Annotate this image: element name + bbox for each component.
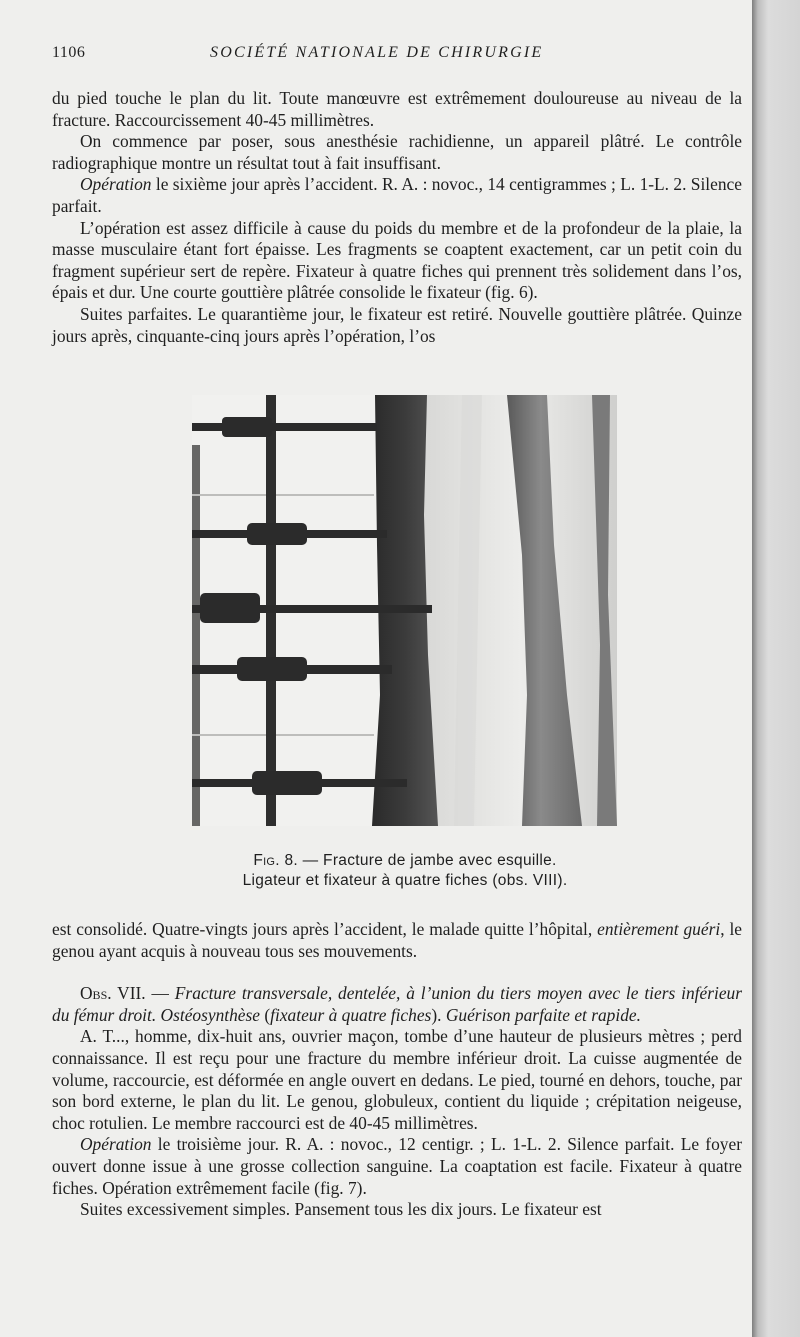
paragraph-text: le sixième jour après l’accident. R. A. : novoc., 14 centigrammes ; L. 1-L. 2. Silence parfait. [52,174,742,216]
paragraph: On commence par poser, sous anesthésie rachidienne, un appareil plâtré. Le contrôle radiographique montre un résultat tout à fait insuffisant. [52,131,742,173]
radiograph-image [192,395,617,826]
paragraph: Suites parfaites. Le quarantième jour, le fixateur est retiré. Nouvelle gouttière plâtrée. Quinze jours après, cinquante-cinq jours après l’opération, l’os [52,303,742,346]
italic-lead: Opération [80,1134,152,1155]
paragraph-text: est consolidé. Quatre-vingts jours après l’accident, le malade quitte l’hôpital, [52,919,598,939]
observation-heading [52,983,742,1026]
bottom-text-block [52,919,742,1221]
paragraph: A. T..., homme, dix-huit ans, ouvrier maçon, tombe d’une hauteur de plusieurs mètres ; perd connaissance. Il est reçu pour une fracture du membre inférieur droit. La cuisse augmentée de volume, raccourcie, est déformée en angle ouvert en dedans. Le pied, tourné en dehors, touche, par son bord externe, le plan du lit. Le genou, globuleux, contient du liquide ; crépitation neigeuse, choc rotulien. Le membre raccourci est de 40-45 millimètres. [52,1026,742,1133]
top-text-block [52,88,742,347]
paren-close: ). [431,1004,446,1025]
italic-phrase: entièrement guéri [597,919,721,939]
paragraph-text: , le genou ayant acquis à nouveau tous ses mouvements. [52,919,743,961]
paragraph: L’opération est assez difficile à cause du poids du membre et de la profondeur de la plaie, la masse musculaire étant fort épaisse. Les fragments se coaptent exactement, car un petit coin du fragment supérieur sert de repère. Fixateur à quatre fiches qui prennent très solidement dans l’os, épais et dur. Une courte gouttière plâtrée consolide le fixateur (fig. 6). [52,217,742,303]
radiograph-figure [192,395,617,826]
italic-lead: Opération [80,174,152,195]
caption-text: — Fracture de jambe avec esquille. [298,852,557,869]
paragraph-continued [52,919,742,962]
caption-line-2: Ligateur et fixateur à quatre fiches (obs. VIII). [242,872,568,889]
paragraph-operation [52,1134,742,1199]
paren-open: ( [260,1004,271,1025]
page-header [52,44,752,66]
running-title: SOCIÉTÉ NATIONALE DE CHIRURGIE [210,44,544,61]
observation-title: fixateur à quatre fiches [270,1004,432,1025]
paragraph-text: le troisième jour. R. A. : novoc., 12 centigr. ; L. 1-L. 2. Silence parfait. Le foyer ouvert donne issue à une grosse collection sanguine. La coaptation est facile. Fixateur à quatre fiches. Opération extrêmement facile (fig. 7). [52,1134,742,1198]
figure-label: Fig. 8. [253,852,299,869]
observation-title: Fracture transversale, dentelée, à l’union du tiers moyen avec le tiers inférieur du fémur droit. Ostéosynthèse [52,983,743,1025]
figure-caption [140,851,670,891]
dash: — [145,983,175,1004]
paragraph-continued: du pied touche le plan du lit. Toute manœuvre est extrêmement douloureuse au niveau de la fracture. Raccourcissement 40-45 millimètres. [52,88,742,130]
paragraph: Suites excessivement simples. Pansement tous les dix jours. Le fixateur est [80,1199,602,1220]
paragraph-operation [52,174,742,217]
observation-title: Guérison parfaite et rapide. [445,1004,641,1025]
page-number: 1106 [52,44,86,61]
page-gutter [752,0,800,1337]
caption-line-1 [140,851,670,871]
observation-label: Obs. VII. [80,983,146,1004]
